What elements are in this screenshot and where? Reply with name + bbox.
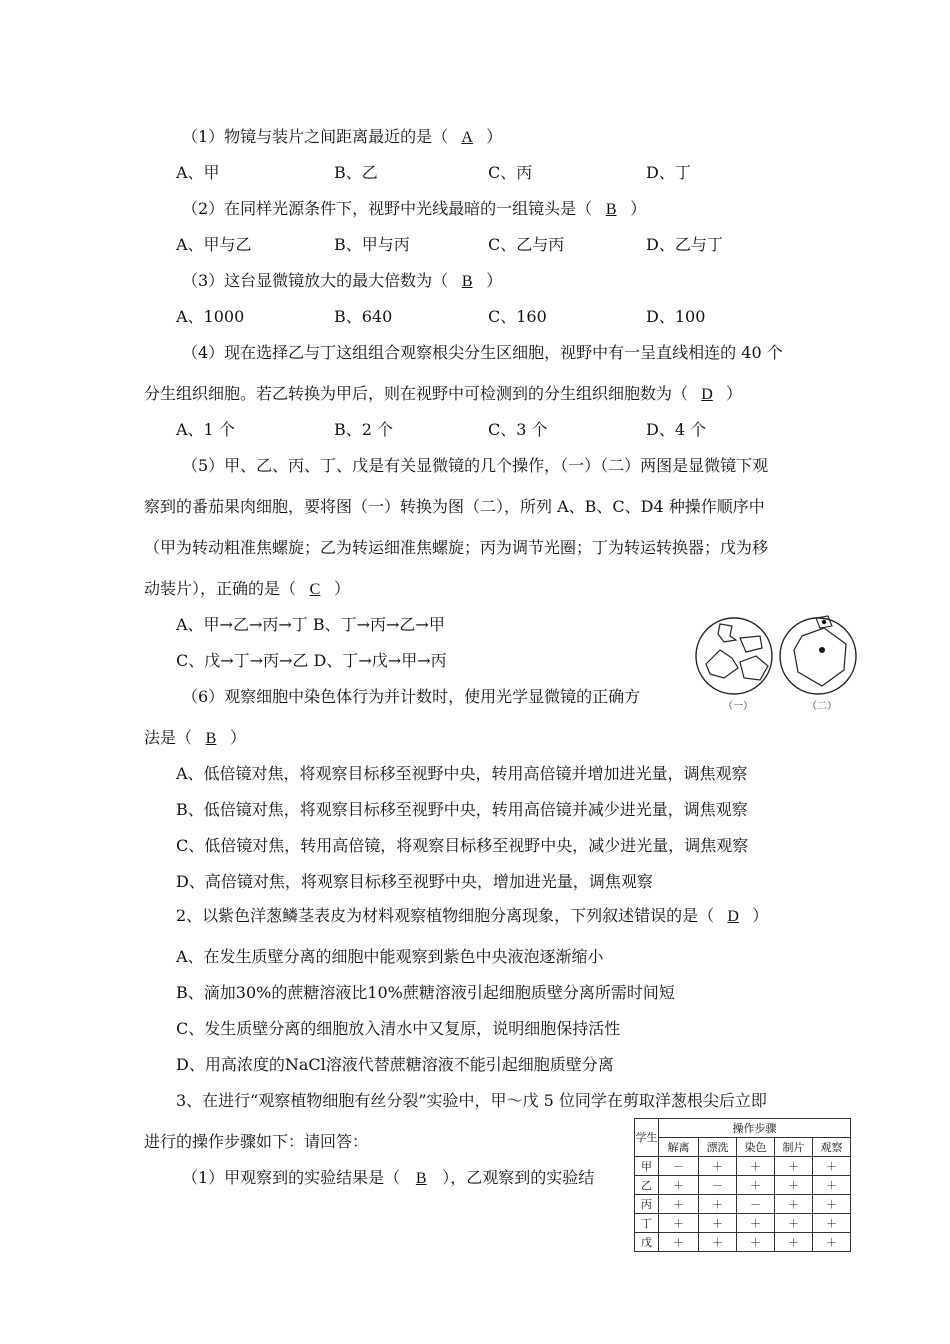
student-cell: 戊 (635, 1233, 659, 1252)
stem-text: ） (486, 271, 503, 290)
mark-cell: ＋ (775, 1214, 813, 1233)
q1-sub5-line1: （5）甲、乙、丙、丁、戊是有关显微镜的几个操作，（一）（二）两图是显微镜下观 (182, 456, 769, 475)
option: D、高倍镜对焦，将观察目标移至视野中央，增加进光量，调焦观察 (176, 872, 653, 891)
step-header: 漂洗 (699, 1138, 737, 1157)
mark-cell: ＋ (813, 1176, 851, 1195)
stem-text: （1）甲观察到的实验结果是（ (182, 1168, 401, 1187)
student-cell: 丙 (635, 1195, 659, 1214)
step-header: 染色 (737, 1138, 775, 1157)
option: A、1 个 (176, 420, 235, 439)
table-row (635, 1157, 851, 1176)
stem-text: （2）在同样光源条件下，视野中光线最暗的一组镜头是（ (182, 199, 593, 218)
step-header: 解离 (659, 1138, 699, 1157)
table-row (635, 1195, 851, 1214)
option: B、滴加30%的蔗糖溶液比10%蔗糖溶液引起细胞质壁分离所需时间短 (176, 983, 675, 1002)
q1-sub5-line3: （甲为转动粗准焦螺旋；乙为转运细准焦螺旋；丙为调节光圈；丁为转运转换器；戊为移 (144, 538, 769, 557)
option: C、3 个 (488, 420, 548, 439)
mark-cell: ＋ (775, 1195, 813, 1214)
option: B、2 个 (334, 420, 394, 439)
mark-cell: ＋ (813, 1157, 851, 1176)
stem-text: ） (230, 728, 247, 747)
microscope-field-figures (694, 614, 866, 698)
option: A、甲与乙 (176, 235, 252, 254)
mark-cell: ＋ (699, 1195, 737, 1214)
q1-sub5-line4 (144, 578, 350, 601)
mark-cell: ＋ (699, 1157, 737, 1176)
mark-cell: ＋ (775, 1176, 813, 1195)
stem-text: 分生组织细胞。若乙转换为甲后，则在视野中可检测到的分生组织细胞数为（ (144, 384, 689, 403)
answer: D (701, 386, 713, 403)
stem-text: ） (752, 906, 769, 925)
mark-cell: ＋ (659, 1233, 699, 1252)
option: D、4 个 (646, 420, 707, 439)
stem-text: （1）物镜与装片之间距离最近的是（ (182, 127, 449, 146)
stem-text: 法是（ (144, 728, 193, 747)
answer: C (309, 581, 321, 598)
stem-text: 动装片），正确的是（ (144, 579, 297, 598)
mark-cell: ＋ (659, 1214, 699, 1233)
q1-sub1-stem (182, 126, 502, 149)
step-header: 观察 (813, 1138, 851, 1157)
answer: B (415, 1170, 427, 1187)
q1-sub6-line1: （6）观察细胞中染色体行为并计数时，使用光学显微镜的正确方 (182, 687, 641, 706)
student-header: 学生 (635, 1119, 659, 1157)
answer: B (205, 730, 217, 747)
mark-cell: － (659, 1157, 699, 1176)
student-cell: 丁 (635, 1214, 659, 1233)
option: B、640 (334, 307, 393, 326)
option: C、乙与丙 (488, 235, 565, 254)
stem-text: ），乙观察到的实验结 (442, 1168, 595, 1187)
option: C、丙 (488, 163, 533, 182)
table-row (635, 1233, 851, 1252)
figure-label-two: （二） (807, 701, 837, 712)
option: D、用高浓度的NaCl溶液代替蔗糖溶液不能引起细胞质壁分离 (176, 1055, 614, 1074)
stem-text: ） (630, 199, 647, 218)
option: C、160 (488, 307, 547, 326)
mark-cell: ＋ (813, 1233, 851, 1252)
option: D、乙与丁 (646, 235, 723, 254)
field-of-view-two (780, 616, 856, 694)
student-cell: 乙 (635, 1176, 659, 1195)
mark-cell: ＋ (659, 1195, 699, 1214)
answer: B (605, 201, 617, 218)
option: A、1000 (176, 307, 245, 326)
mark-cell: ＋ (737, 1233, 775, 1252)
option: B、低倍镜对焦，将观察目标移至视野中央，转用高倍镜并减少进光量，调焦观察 (176, 800, 748, 819)
mark-cell: ＋ (737, 1157, 775, 1176)
option: A、在发生质壁分离的细胞中能观察到紫色中央液泡逐渐缩小 (176, 947, 604, 966)
q1-sub4-line2 (144, 383, 742, 406)
steps-header: 操作步骤 (659, 1119, 851, 1138)
mark-cell: ＋ (775, 1233, 813, 1252)
stem-text: ） (334, 579, 351, 598)
option: C、戊→丁→丙→乙 D、丁→戊→甲→丙 (176, 651, 447, 670)
stem-text: ） (726, 384, 743, 403)
q3-sub1 (182, 1167, 594, 1190)
q3-line1: 3、在进行“观察植物细胞有丝分裂”实验中，甲～戊 5 位同学在剪取洋葱根尖后立即 (176, 1091, 767, 1110)
answer: A (461, 129, 473, 146)
answer: D (727, 908, 739, 925)
mark-cell: ＋ (813, 1214, 851, 1233)
field-of-view-one (696, 618, 772, 694)
stem-text: 2、以紫色洋葱鳞茎表皮为材料观察植物细胞分离现象，下列叙述错误的是（ (176, 906, 715, 925)
q1-sub6-line2 (144, 727, 246, 750)
option: A、甲→乙→丙→丁 B、丁→丙→乙→甲 (176, 615, 445, 634)
option: A、甲 (176, 163, 220, 182)
mark-cell: － (737, 1195, 775, 1214)
answer: B (461, 273, 473, 290)
option: B、甲与丙 (334, 235, 410, 254)
table-row (635, 1176, 851, 1195)
option: D、丁 (646, 163, 691, 182)
q3-line2: 进行的操作步骤如下：请回答： (144, 1132, 369, 1151)
stem-text: （3）这台显微镜放大的最大倍数为（ (182, 271, 449, 290)
operation-steps-table (634, 1118, 851, 1252)
option: A、低倍镜对焦，将观察目标移至视野中央，转用高倍镜并增加进光量，调焦观察 (176, 764, 748, 783)
mark-cell: ＋ (699, 1214, 737, 1233)
mark-cell: ＋ (699, 1233, 737, 1252)
option: C、发生质壁分离的细胞放入清水中又复原，说明细胞保持活性 (176, 1019, 621, 1038)
option: B、乙 (334, 163, 378, 182)
student-cell: 甲 (635, 1157, 659, 1176)
mark-cell: ＋ (737, 1176, 775, 1195)
q1-sub2-stem (182, 198, 646, 221)
option: C、低倍镜对焦，转用高倍镜，将观察目标移至视野中央，减少进光量，调焦观察 (176, 836, 749, 855)
stem-text: ） (486, 127, 503, 146)
q1-sub3-stem (182, 270, 502, 293)
step-header: 制片 (775, 1138, 813, 1157)
option: D、100 (646, 307, 706, 326)
q1-sub4-line1: （4）现在选择乙与丁这组组合观察根尖分生区细胞，视野中有一呈直线相连的 40 个 (182, 343, 783, 362)
table-row (635, 1214, 851, 1233)
mark-cell: － (699, 1176, 737, 1195)
figure-label-one: （一） (723, 701, 753, 712)
mark-cell: ＋ (737, 1214, 775, 1233)
q1-sub5-line2: 察到的番茄果肉细胞，要将图（一）转换为图（二），所列 A、B、C、D4 种操作顺序中 (144, 497, 765, 516)
mark-cell: ＋ (659, 1176, 699, 1195)
q2-stem (176, 905, 768, 928)
mark-cell: ＋ (775, 1157, 813, 1176)
mark-cell: ＋ (813, 1195, 851, 1214)
